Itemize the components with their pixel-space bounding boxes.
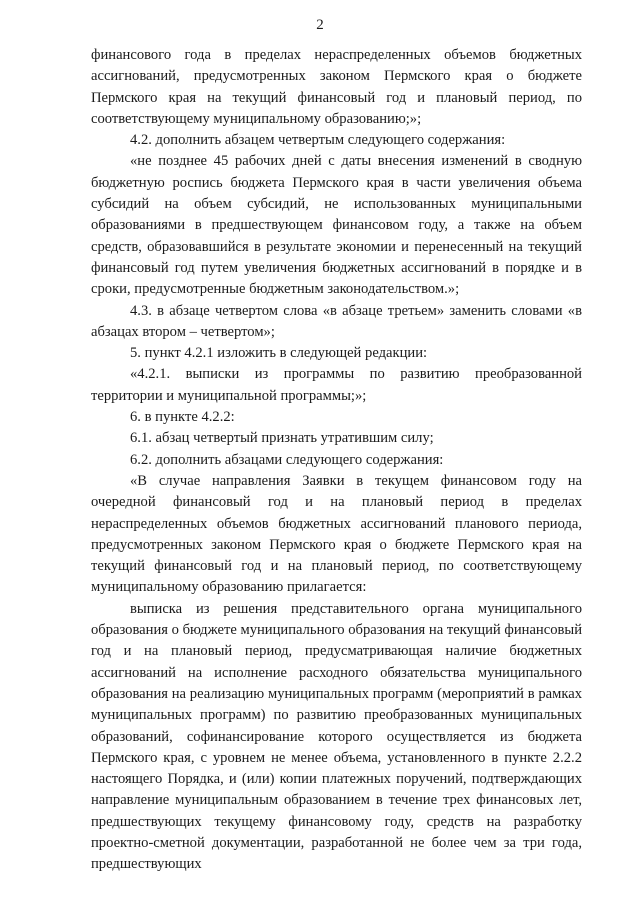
paragraph-item-4-3: 4.3. в абзаце четвертом слова «в абзаце третьем» заменить словами «в абзацах втором – четвертом»; [91, 302, 582, 340]
paragraph-item-6-1: 6.1. абзац четвертый признать утратившим силу; [130, 430, 434, 447]
paragraph-item-4-2: 4.2. дополнить абзацем четвертым следующего содержания: [130, 132, 506, 149]
paragraph-quote-4-2-1: «4.2.1. выписки из программы по развитию преобразованной территории и муниципальной программы;»; [91, 366, 582, 404]
paragraph-continuation: финансового года в пределах нераспределенных объемов бюджетных ассигнований, предусмотренных законом Пермского края о бюджете Пермского края на текущий финансовый год и плановый период, по соответствующему муниципальному образованию;»; [91, 47, 582, 127]
paragraph-extract: выписка из решения представительного органа муниципального образования о бюджете муниципального образования на текущий финансовый год и на плановый период, предусматривающая наличие бюджетных ассигнований на исполнение расходного обязательства муниципального образования на реализацию муниципальных программ (мероприятий в рамках муниципальных программ) по развитию преобразованных муниципальных образований, софинансирование которого осуществляется из бюджета Пермского края, с уровнем не менее объема, установленного в пункте 2.2.2 настоящего Порядка, и (или) копии платежных поручений, подтверждающих направление муниципальным образованием в течение трех финансовых лет, предшествующих текущему финансовому году, средств на разработку проектно-сметной документации, разработанной не более чем за три года, предшествующих [91, 600, 583, 873]
document-body [91, 45, 582, 876]
paragraph-item-6-2: 6.2. дополнить абзацами следующего содержания: [130, 451, 444, 468]
paragraph-item-6: 6. в пункте 4.2.2: [130, 409, 235, 426]
paragraph-item-5: 5. пункт 4.2.1 изложить в следующей редакции: [130, 345, 428, 362]
paragraph-quote-4-2: «не позднее 45 рабочих дней с даты внесения изменений в сводную бюджетную роспись бюджета Пермского края в части увеличения объема субсидий на объем субсидий, не использованных муниципальными образованиями в предшествующем финансовом году, а также на объем средств, образовавшийся в результате экономии и перенесенный на текущий финансовый год путем увеличения бюджетных ассигнований в порядке и в сроки, предусмотренные бюджетным законодательством.»; [91, 153, 582, 298]
paragraph-quote-application: «В случае направления Заявки в текущем финансовом году на очередной финансовый год и на плановый период в пределах нераспределенных объемов бюджетных ассигнований планового периода, предусмотренных законом Пермского края о бюджете Пермского края на текущий финансовый год и на плановый период, по соответствующему муниципальному образованию прилагается: [91, 472, 582, 596]
page-number: 2 [316, 17, 324, 33]
